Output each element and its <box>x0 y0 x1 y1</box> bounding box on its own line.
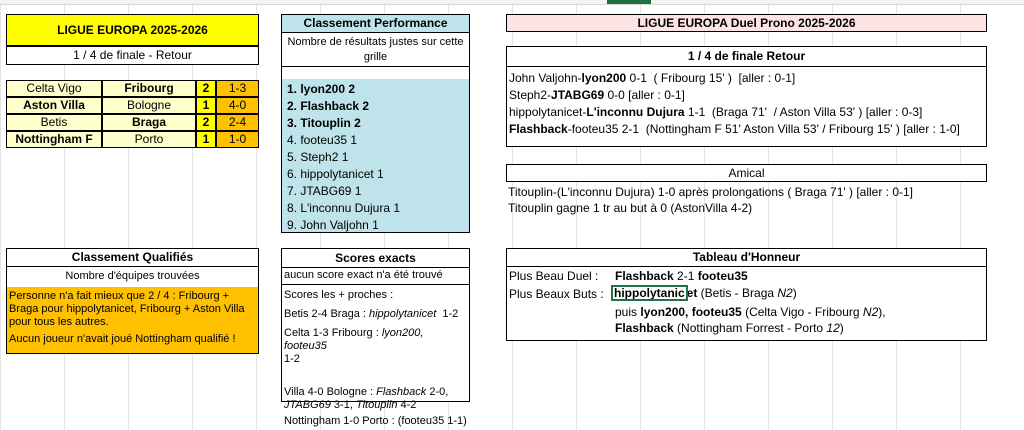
performance-subtitle[interactable] <box>282 33 469 67</box>
ranking-item: 1. lyon200 2 <box>287 82 356 96</box>
performance-panel <box>281 14 470 233</box>
performance-title[interactable]: Classement Performance <box>282 15 469 33</box>
honneur-buts-value: hippolytanic et (Betis - Braga N2) <box>614 286 797 300</box>
qualifies-note[interactable] <box>7 287 258 353</box>
qualifies-note-line-3: pour tous les autres. <box>9 316 109 328</box>
match-3-score[interactable]: 2-4 <box>216 114 259 131</box>
ranking-item: 8. L'inconnu Dujura 1 <box>287 201 401 215</box>
performance-subtitle-line-1: Nombre de résultats justes sur cette <box>287 36 464 48</box>
honneur-buts-label: Plus Beaux Buts : <box>509 287 604 301</box>
match-2-score[interactable]: 4-0 <box>216 97 259 114</box>
ranking-item: 6. hippolytanicet 1 <box>287 167 384 181</box>
qualifies-note-line-4: Aucun joueur n'avait joué Nottingham qualifié ! <box>9 333 236 345</box>
qualifies-title[interactable]: Classement Qualifiés <box>7 249 258 267</box>
performance-subtitle-line-2: grille <box>363 51 388 63</box>
scores-none[interactable]: aucun score exact n'a été trouvé <box>282 268 469 285</box>
ranking-item: 9. John Valjohn 1 <box>287 218 379 232</box>
scores-notts: Nottingham 1-0 Porto : (footeu35 1-1) <box>284 415 467 427</box>
active-cell-cursor[interactable]: hippolytanic <box>614 286 685 300</box>
duel-title: LIGUE EUROPA Duel Prono 2025-2026 <box>637 16 856 30</box>
honneur-duel-label: Plus Beau Duel : <box>509 269 599 283</box>
duel-line-1: John Valjohn-lyon200 0-1 ( Fribourg 15' ) [aller : 0-1] <box>509 71 796 85</box>
amical-line-2[interactable]: Titouplin gagne 1 tr au but à 0 (AstonVilla 4-2) <box>508 201 753 215</box>
amical-title-box[interactable] <box>506 164 987 182</box>
scores-panel <box>281 248 470 427</box>
duel-title-box[interactable] <box>506 14 987 32</box>
ranking-item: 5. Steph2 1 <box>287 150 349 164</box>
match-3-home[interactable]: Betis <box>6 114 102 131</box>
duel-round[interactable]: 1 / 4 de finale Retour <box>507 47 986 67</box>
amical-line-1[interactable]: Titouplin-(L'inconnu Dujura) 1-0 après prolongations ( Braga 71' ) [aller : 0-1] <box>508 185 914 199</box>
match-2-home[interactable]: Aston Villa <box>6 97 102 114</box>
match-1-score[interactable]: 1-3 <box>216 80 259 97</box>
scores-betis: Betis 2-4 Braga : hippolytanicet 1-2 <box>284 308 459 320</box>
honneur-flashback: Flashback (Nottingham Forrest - Porto 12) <box>615 321 844 335</box>
qualifies-note-line-2: Braga pour hippolytanicet, Fribourg + Aston Villa <box>9 303 245 315</box>
duel-line-3: hippolytanicet-L'inconnu Dujura 1-1 (Braga 71' / Aston Villa 53' ) [aller : 0-3] <box>509 105 923 119</box>
ranking-item: 4. footeu35 1 <box>287 133 358 147</box>
scores-title[interactable]: Scores exacts <box>282 249 469 268</box>
honneur-title[interactable]: Tableau d'Honneur <box>507 249 986 267</box>
match-4-winner[interactable]: 1 <box>196 131 216 148</box>
europa-title: LIGUE EUROPA 2025-2026 <box>57 23 208 37</box>
match-3-away[interactable]: Braga <box>102 114 196 131</box>
qualifies-subtitle[interactable]: Nombre d'équipes trouvées <box>7 267 258 288</box>
column-header-strip <box>0 0 1024 5</box>
honneur-duel-value: Flashback 2-1 footeu35 <box>615 269 748 283</box>
ranking-item: 7. JTABG69 1 <box>287 184 362 198</box>
duel-line-2: Steph2-JTABG69 0-0 [aller : 0-1] <box>509 88 685 102</box>
scores-villa: Villa 4-0 Bologne : Flashback 2-0, JTABG69 3-1, Titouplin 4-2 <box>284 386 449 411</box>
match-1-winner[interactable]: 2 <box>196 80 216 97</box>
europa-round-box[interactable] <box>6 46 259 65</box>
match-1-away[interactable]: Fribourg <box>102 80 196 97</box>
qualifies-note-line-1: Personne n'a fait mieux que 2 / 4 : Fribourg + <box>9 290 230 302</box>
honneur-panel <box>506 248 987 341</box>
performance-ranking[interactable] <box>282 79 469 232</box>
scores-closest: Scores les + proches : <box>284 289 394 301</box>
match-1-home[interactable]: Celta Vigo <box>6 80 102 97</box>
match-2-winner[interactable]: 1 <box>196 97 216 114</box>
europa-round: 1 / 4 de finale - Retour <box>73 48 192 62</box>
match-3-winner[interactable]: 2 <box>196 114 216 131</box>
ranking-item: 3. Titouplin 2 <box>287 116 361 130</box>
selected-column-indicator <box>607 0 651 4</box>
match-4-score[interactable]: 1-0 <box>216 131 259 148</box>
match-2-away[interactable]: Bologne <box>102 97 196 114</box>
ranking-item: 2. Flashback 2 <box>287 99 370 113</box>
duel-line-4: Flashback-footeu35 2-1 (Nottingham F 51' Aston Villa 53' / Fribourg 15' ) [aller : 1-0] <box>509 122 960 136</box>
amical-title: Amical <box>728 166 765 180</box>
match-4-home[interactable]: Nottingham F <box>6 131 102 148</box>
qualifies-panel <box>6 248 259 354</box>
honneur-puis: puis lyon200, footeu35 (Celta Vigo - Fribourg N2), <box>615 305 886 319</box>
scores-celta: Celta 1-3 Fribourg : lyon200, footeu35 1-2 <box>284 327 424 365</box>
europa-title-box[interactable] <box>6 14 259 46</box>
duel-lines[interactable] <box>507 67 986 141</box>
scores-body[interactable] <box>282 285 469 430</box>
duel-panel <box>506 46 987 147</box>
match-4-away[interactable]: Porto <box>102 131 196 148</box>
